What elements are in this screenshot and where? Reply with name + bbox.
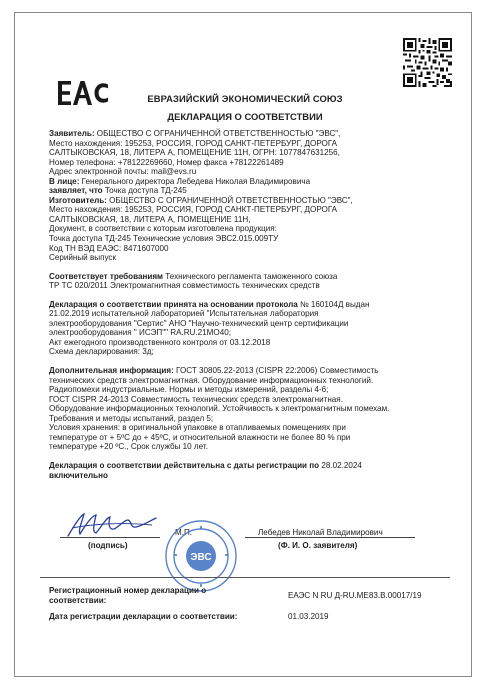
applicant-email: Адрес электронной почты: mail@evs.ru [49, 167, 197, 177]
conforms-regulation: ТР ТС 020/2011 Электромагнитная совместимость технических средств [49, 281, 320, 291]
spacer [49, 452, 459, 461]
manufacturer-label: Изготовитель: [49, 195, 107, 205]
validity-date: 28.02.2024 [319, 460, 362, 470]
conforms-line: Соответствует требованиям Технического регламента таможенного союза [49, 271, 338, 281]
mp-mark: М.П. [175, 528, 193, 537]
manufacturer-hs-code: Код ТН ВЭД ЕАЭС: 8471607000 [49, 243, 169, 253]
union-title: ЕВРАЗИЙСКИЙ ЭКОНОМИЧЕСКИЙ СОЮЗ [147, 93, 343, 104]
manufacturer-address-2: САЛТЫКОВСКАЯ, 18, ЛИТЕРА А, ПОМЕЩЕНИЕ 11Н, [49, 214, 251, 224]
applicant-address-1: Место нахождения: 195253, РОССИЯ, ГОРОД САНКТ-ПЕТЕРБУРГ, ДОРОГА [49, 138, 338, 148]
document-title: ДЕКЛАРАЦИЯ О СООТВЕТСТВИИ [167, 111, 323, 122]
signatory-name: Лебедев Николай Владимирович [258, 528, 383, 537]
qr-code-icon [403, 38, 452, 87]
reg-number-label: Регистрационный номер декларации о соответствии: [49, 586, 207, 605]
additional-5: Оборудование информационных технологий. Устойчивость к электромагнитным помехам. [49, 404, 390, 414]
spacer [49, 357, 459, 366]
validity-line [49, 461, 459, 471]
additional-9: температуре +20 ºС., Срок службы 10 лет. [49, 442, 208, 452]
person-line: В лице: Генерального директора Лебедева Николая Владимировича [49, 176, 311, 186]
spacer [49, 263, 459, 272]
basis-label: Декларация о соответствии принята на основании протокола [49, 299, 298, 309]
additional-3: Радиопомехи индустриальные. Нормы и методы измерений, разделы 4-6; [49, 385, 329, 395]
applicant-label: Заявитель: [49, 129, 95, 138]
person-label: В лице: [49, 176, 80, 186]
manufacturer-product: Точка доступа ТД-245 Технические условия ЭВС2.015.009ТУ [49, 234, 279, 244]
basis-control-act: Акт ежегодного производственного контроля от 03.12.2018 [49, 337, 271, 347]
additional-7: Условия хранения: в оригинальной упаковке в отапливаемых помещениях при [49, 423, 346, 433]
declares-line: заявляет, что Точка доступа ТД-245 [49, 186, 187, 196]
signature-line [60, 537, 160, 538]
reg-number-value: ЕАЭС N RU Д-RU.МЕ83.В.00017/19 [288, 591, 422, 600]
additional-label: Дополнительная информация: [49, 366, 174, 376]
manufacturer-line: Изготовитель: ОБЩЕСТВО С ОГРАНИЧЕННОЙ ОТВЕТСТВЕННОСТЬЮ "ЭВС", [49, 195, 353, 205]
manufacturer-series: Серийный выпуск [49, 253, 116, 263]
additional-4: ГОСТ CISPR 24-2013 Совместимость технических средств электромагнитная. [49, 394, 343, 404]
applicant-phone: Номер телефона: +78122269660, Номер факса +78122261489 [49, 157, 284, 167]
basis-scheme: Схема декларирования: 3д; [49, 347, 154, 357]
validity-label: Декларация о соответствии действительна с даты регистрации по [49, 460, 320, 470]
additional-6: Требования и методы испытаний, раздел 5; [49, 413, 214, 423]
name-line [245, 537, 415, 538]
conforms-label: Соответствует требованиям [49, 271, 164, 281]
declares-label: заявляет, что [49, 186, 103, 196]
name-caption: (Ф. И. О. заявителя) [278, 541, 358, 550]
manufacturer-address-1: Место нахождения: 195253, РОССИЯ, ГОРОД САНКТ-ПЕТЕРБУРГ, ДОРОГА [49, 205, 338, 215]
signature-caption: (подпись) [88, 541, 128, 550]
basis-lab-3: электрооборудования " ИСЭП"" RA.RU.21МО40; [49, 328, 231, 338]
basis-lab-1: 21.02.2019 испытательной лабораторией "Испытательная лаборатория [49, 309, 319, 319]
stamp-text: ЭВС [190, 552, 212, 563]
applicant-address-2: САЛТЫКОВСКАЯ, 18, ЛИТЕРА А, ПОМЕЩЕНИЕ 11Н, ОГРН: 1077847631256, [49, 148, 340, 158]
reg-date-value: 01.03.2019 [288, 612, 329, 621]
validity-inclusive: включительно [49, 470, 108, 480]
spacer [49, 291, 459, 300]
manufacturer-doc: Документ, в соответствии с которым изготовлена продукция: [49, 224, 277, 234]
registration-divider [40, 577, 450, 578]
basis-lab-2: электрооборудования "Сертис" АНО "Научно-технический центр сертификации [49, 318, 349, 328]
additional-line: Дополнительная информация: ГОСТ 30805.22-2013 (CISPR 22:2006) Совместимость [49, 366, 379, 376]
basis-line: Декларация о соответствии принята на основании протокола № 160104Д выдан [49, 299, 370, 309]
declaration-body [49, 129, 459, 480]
applicant-line: Заявитель: ОБЩЕСТВО С ОГРАНИЧЕННОЙ ОТВЕТСТВЕННОСТЬЮ "ЭВС", [49, 129, 341, 138]
company-stamp-icon [160, 518, 242, 594]
additional-8: температуре от + 5ºС до + 45ºС, и относительной влажности не более 80 % при [49, 432, 351, 442]
reg-date-label: Дата регистрации декларации о соответствии: [49, 612, 238, 621]
additional-2: технических средств электромагнитная. Оборудование информационных технологий. [49, 375, 374, 385]
